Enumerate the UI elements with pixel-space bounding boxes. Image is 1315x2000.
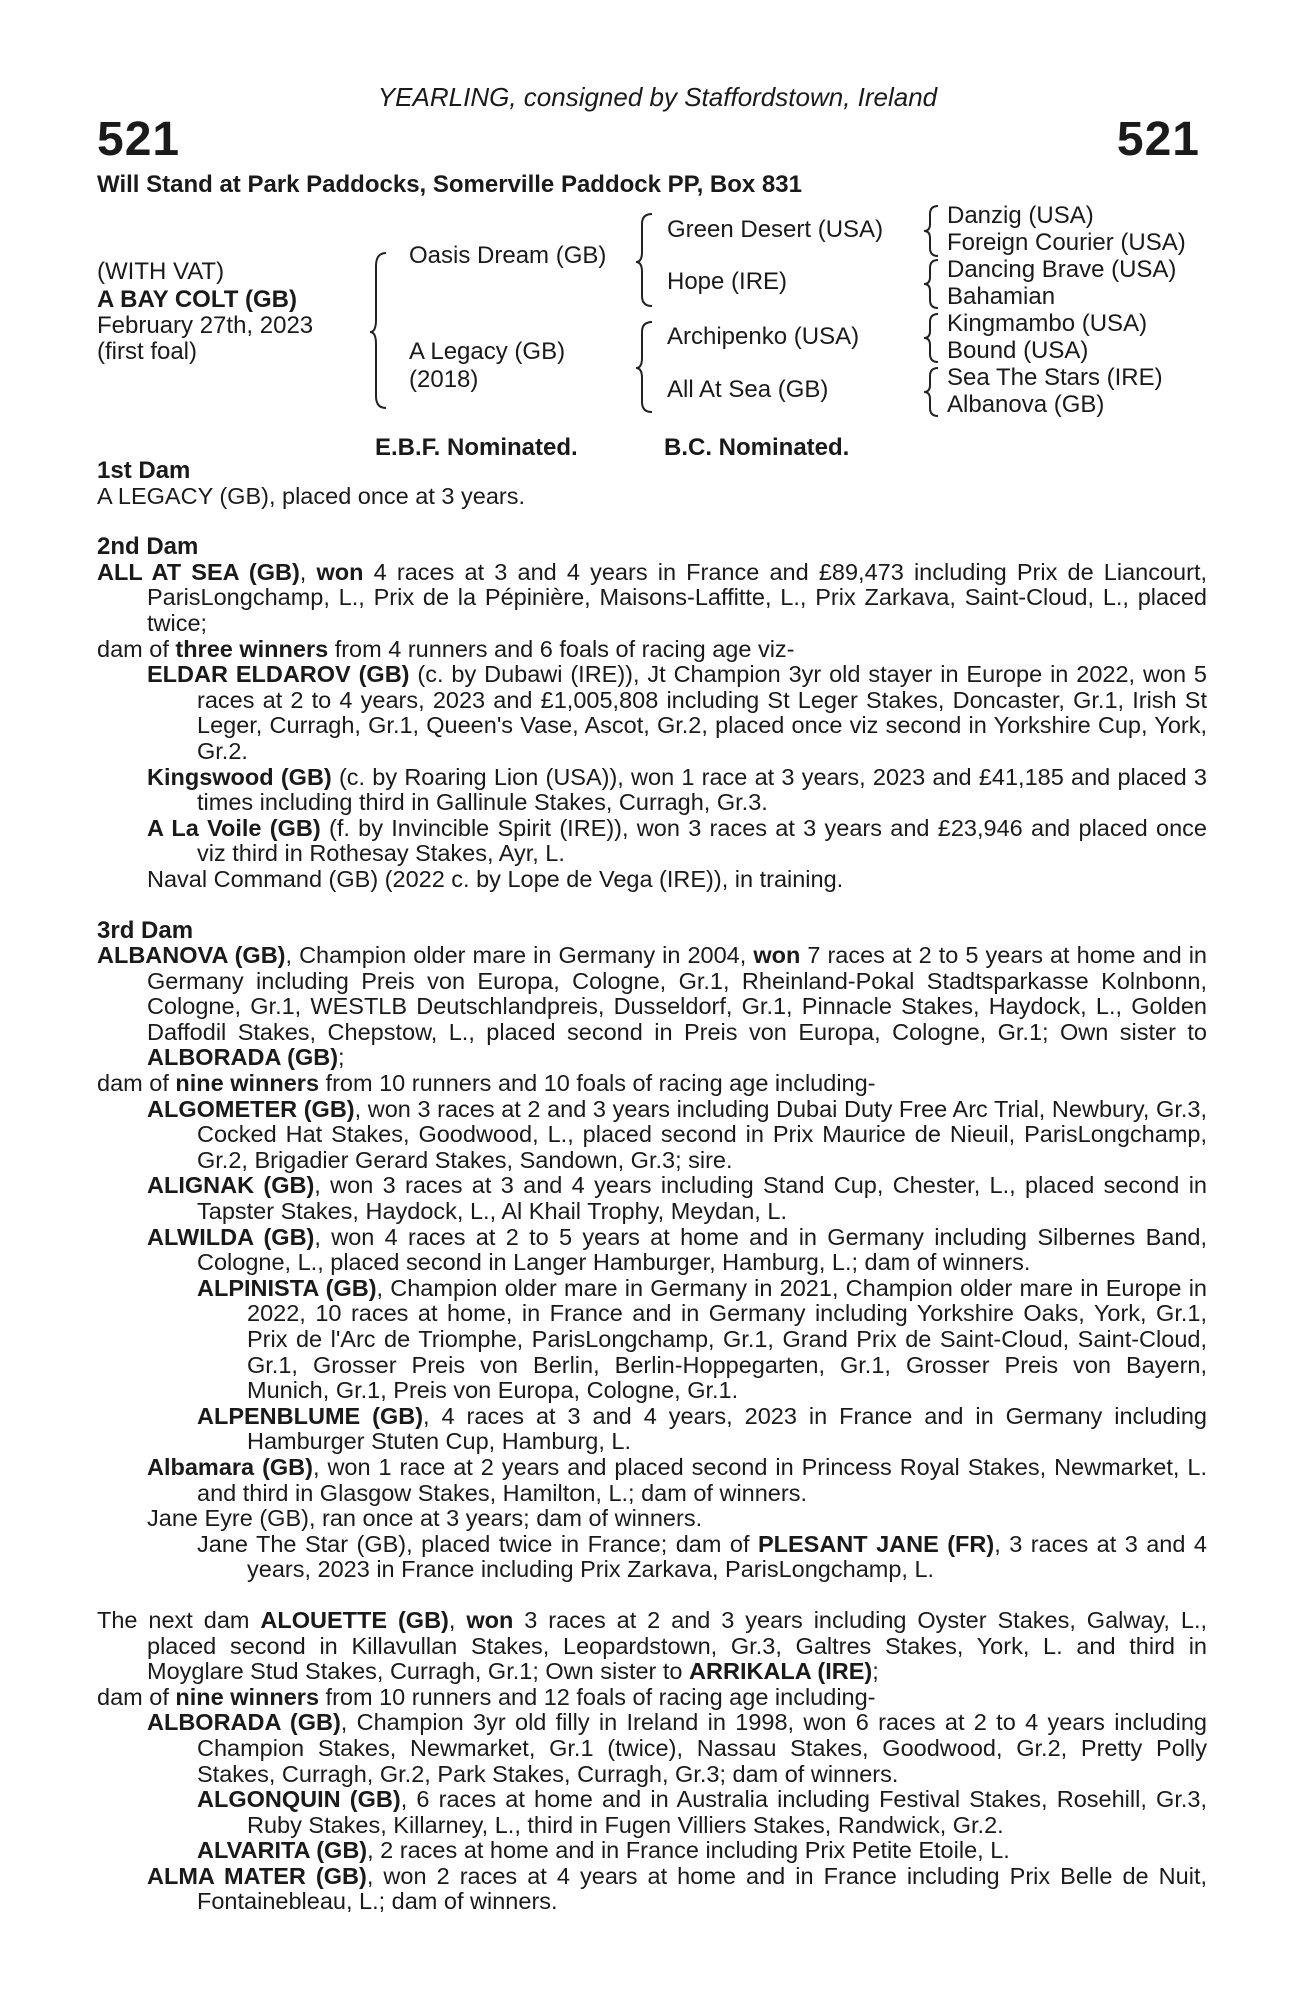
ebf-nomination: E.B.F. Nominated. — [375, 434, 578, 461]
dam4-summary: The next dam ALOUETTE (GB), won 3 races at 2 and 3 years including Oyster Stakes, Galway, L., placed second in Killavullan Stakes, Leopardstown, Gr.3, Galtres Stakes, York, L. and third in Moyglare Stud Stakes, Curragh, Gr.1; Own sister to ARRIKALA (IRE); — [97, 1606, 1208, 1685]
dam-year: (2018) — [409, 366, 479, 393]
vat-note: (WITH VAT) — [97, 258, 225, 285]
produce-alwilda: ALWILDA (GB), won 4 races at 2 to 5 years at home and in Germany including Silbernes Band, Cologne, L., placed second in Langer Hamburger, Hamburg, L.; dam of winners. — [147, 1223, 1208, 1276]
lot-number-right: 521 — [1116, 113, 1200, 166]
consignment-line: YEARLING, consigned by Staffordstown, Ireland — [377, 82, 938, 112]
catalogue-text — [97, 458, 1207, 1915]
dam1-heading: 1st Dam — [97, 457, 191, 484]
produce-naval-command: Naval Command (GB) (2022 c. by Lope de Vega (IRE)), in training. — [147, 865, 844, 892]
foaling-date: February 27th, 2023 — [97, 312, 314, 339]
dam: A Legacy (GB) — [409, 338, 566, 365]
dam2-summary: ALL AT SEA (GB), won 4 races at 3 and 4 years in France and £89,473 including Prix de Liancourt, ParisLongchamp, L., Prix de la Pépinière, Maisons-Laffitte, L., Prix Zarkava, Saint-Cloud, L., placed twice; — [97, 558, 1208, 636]
gp-sire-dam-dam: Bahamian — [947, 283, 1056, 310]
horse-name: A BAY COLT (GB) — [97, 286, 298, 313]
dam2-produce-line: dam of three winners from 4 runners and 6 foals of racing age viz- — [97, 635, 795, 662]
dam3-summary: ALBANOVA (GB), Champion older mare in Germany in 2004, won 7 races at 2 to 5 years at home and in Germany including Preis von Europa, Cologne, Gr.1, Rheinland-Pokal Stadtsparkasse Kolnbonn, Cologne, Gr.1, WESTLB Deutschlandpreis, Dusseldorf, Gr.1, Pinnacle Stakes, Haydock, L., Golden Daffodil Stakes, Chepstow, L., placed second in Preis von Europa, Cologne, Gr.1; Own sister to ALBORADA (GB); — [97, 942, 1207, 1071]
gp-dam-sire-sire: Kingmambo (USA) — [947, 310, 1148, 337]
produce-alborada: ALBORADA (GB), Champion 3yr old filly in Ireland in 1998, won 6 races at 2 to 4 years including Champion Stakes, Newmarket, Gr.1 (twice), Nassau Stakes, Goodwood, Gr.2, Pretty Polly Stakes, Curragh, Gr.2, Park Stakes, Curragh, Gr.3; dam of winners. — [147, 1709, 1207, 1787]
produce-eldar-eldarov: ELDAR ELDAROV (GB) (c. by Dubawi (IRE)), Jt Champion 3yr old stayer in Europe in 2022, won 5 races at 2 to 4 years, 2023 and £1,005,808 including St Leger Stakes, Doncaster, Gr.1, Irish St Leger, Curragh, Gr.1, Queen's Vase, Ascot, Gr.2, placed once viz second in Yorkshire Cup, York, Gr.2. — [147, 661, 1208, 764]
produce-alma-mater: ALMA MATER (GB), won 2 races at 4 years at home and in France including Prix Belle de Nuit, Fontainebleau, L.; dam of winners. — [147, 1862, 1207, 1915]
dam-sire: Archipenko (USA) — [667, 323, 860, 350]
bc-nomination: B.C. Nominated. — [664, 434, 850, 461]
dam1-text: A LEGACY (GB), placed once at 3 years. — [97, 482, 526, 509]
dam2-heading: 2nd Dam — [97, 533, 199, 561]
lot-number-left: 521 — [97, 113, 181, 166]
produce-a-la-voile: A La Voile (GB) (f. by Invincible Spirit (IRE)), won 3 races at 3 years and £23,946 and placed once viz third in Rothesay Stakes, Ayr, L. — [147, 814, 1207, 867]
produce-alpenblume: ALPENBLUME (GB), 4 races at 3 and 4 years, 2023 in France and in Germany including Hamburger Stuten Cup, Hamburg, L. — [197, 1402, 1207, 1455]
sire-dam: Hope (IRE) — [667, 268, 788, 295]
sire: Oasis Dream (GB) — [409, 242, 607, 269]
dam-dam: All At Sea (GB) — [667, 376, 829, 403]
gp-sire-sire-sire: Danzig (USA) — [947, 202, 1094, 229]
gp-sire-dam-sire: Dancing Brave (USA) — [947, 256, 1177, 283]
gp-dam-sire-dam: Bound (USA) — [947, 337, 1089, 364]
dam3-heading: 3rd Dam — [97, 916, 194, 944]
dam4-produce-line: dam of nine winners from 10 runners and 12 foals of racing age including- — [97, 1683, 876, 1710]
produce-algometer: ALGOMETER (GB), won 3 races at 2 and 3 years including Dubai Duty Free Arc Trial, Newbury, Gr.3, Cocked Hat Stakes, Goodwood, L., placed second in Prix Maurice de Nieuil, ParisLongchamp, Gr.2, Brigadier Gerard Stakes, Sandown, Gr.3; sire. — [147, 1095, 1207, 1173]
produce-jane-the-star: Jane The Star (GB), placed twice in France; dam of PLESANT JANE (FR), 3 races at 3 and 4 years, 2023 in France including Prix Zarkava, ParisLongchamp, L. — [197, 1530, 1207, 1583]
produce-alvarita: ALVARITA (GB), 2 races at home and in France including Prix Petite Etoile, L. — [197, 1837, 1010, 1864]
produce-albamara: Albamara (GB), won 1 race at 2 years and placed second in Princess Royal Stakes, Newmarket, L. and third in Glasgow Stakes, Hamilton, L.; dam of winners. — [147, 1453, 1207, 1506]
gp-dam-dam-sire: Sea The Stars (IRE) — [947, 364, 1163, 391]
gp-sire-sire-dam: Foreign Courier (USA) — [947, 229, 1186, 256]
dam2-won: won — [316, 558, 364, 585]
dam2-name: ALL AT SEA (GB) — [97, 558, 300, 585]
dam3-produce-line: dam of nine winners from 10 runners and 10 foals of racing age including- — [97, 1070, 876, 1097]
produce-jane-eyre: Jane Eyre (GB), ran once at 3 years; dam of winners. — [147, 1505, 703, 1532]
gp-dam-dam-dam: Albanova (GB) — [947, 391, 1105, 418]
sire-sire: Green Desert (USA) — [667, 216, 884, 243]
produce-algonquin: ALGONQUIN (GB), 6 races at home and in Australia including Festival Stakes, Rosehill, Gr.3, Ruby Stakes, Killarney, L., third in Fugen Villiers Stakes, Randwick, Gr.2. — [197, 1786, 1207, 1838]
foal-note: (first foal) — [97, 338, 198, 365]
produce-alignak: ALIGNAK (GB), won 3 races at 3 and 4 years including Stand Cup, Chester, L., placed second in Tapster Stakes, Haydock, L., Al Khail Trophy, Meydan, L. — [147, 1172, 1208, 1225]
stand-location: Will Stand at Park Paddocks, Somerville Paddock PP, Box 831 — [97, 171, 802, 198]
produce-alpinista: ALPINISTA (GB), Champion older mare in Germany in 2021, Champion older mare in Europe in 2022, 10 races at home, in France and in Germany including Yorkshire Oaks, York, Gr.1, Prix de l'Arc de Triomphe, ParisLongchamp, Gr.1, Grand Prix de Saint-Cloud, Saint-Cloud, Gr.1, Grosser Preis von Berlin, Berlin-Hoppegarten, Gr.1, Grosser Preis von Bayern, Munich, Gr.1, Preis von Europa, Cologne, Gr.1. — [197, 1274, 1207, 1404]
produce-kingswood: Kingswood (GB) (c. by Roaring Lion (USA)), won 1 race at 3 years, 2023 and £41,185 and placed 3 times including third in Gallinule Stakes, Curragh, Gr.3. — [147, 763, 1207, 816]
